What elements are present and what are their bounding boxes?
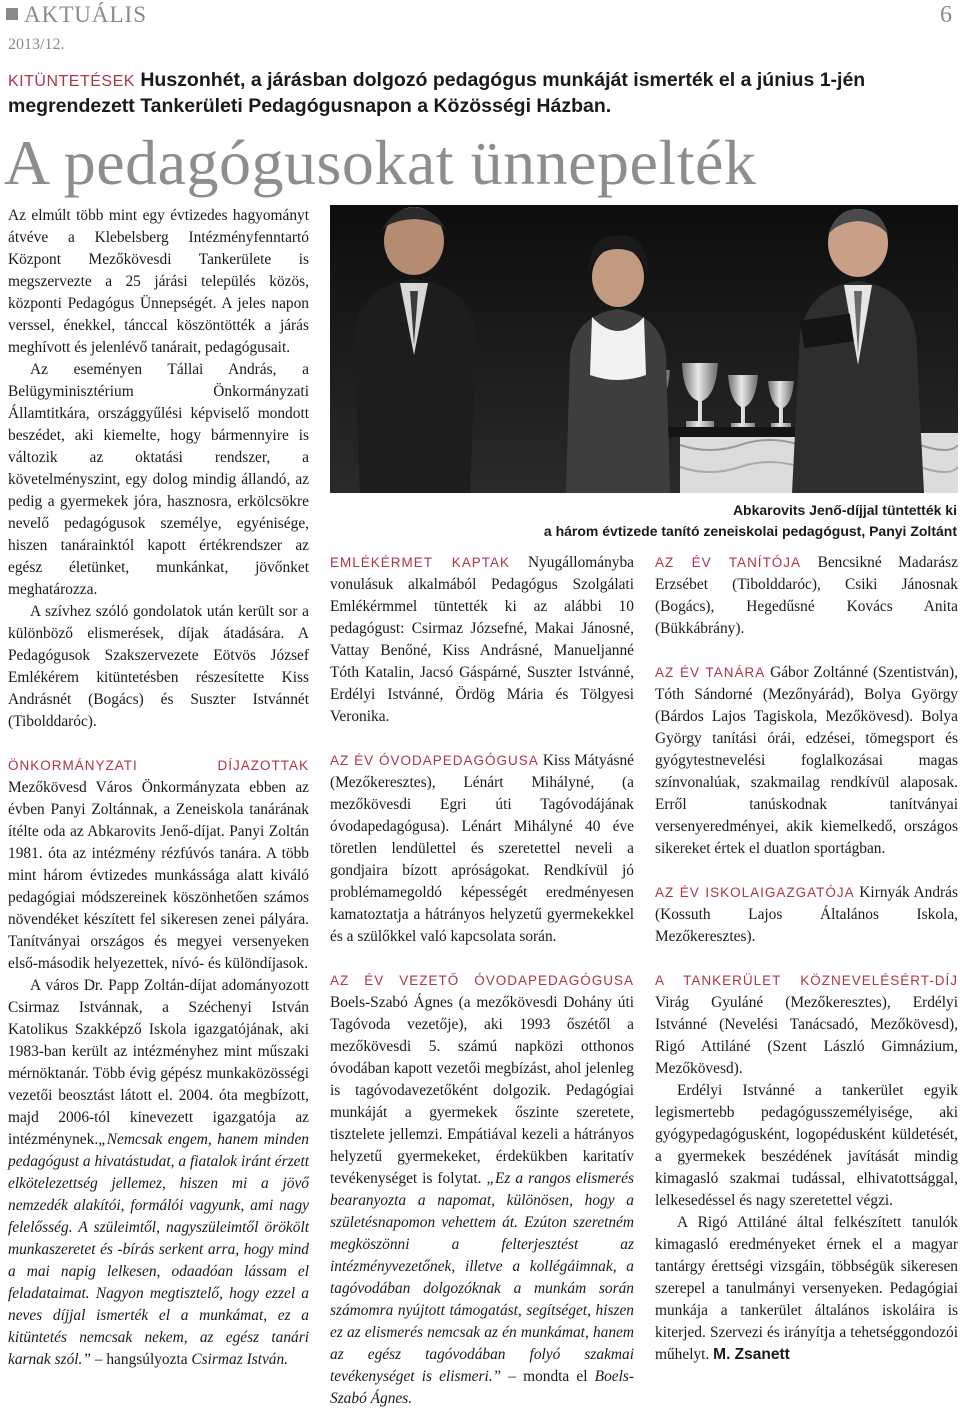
- kicker-tag: KITÜNTETÉSEK: [8, 73, 135, 90]
- paragraph: EMLÉKÉRMET KAPTAK Nyugállományba vonulásuk alkalmából Pedagógus Szolgálati Emlékérmmel tüntették ki az alábbi 10 pedagógust: Csirmaz Józsefné, Makai Jánosné, Vattay Benőné, Kiss Andrásné, Manueljanné Tóth Katalin, Jacsó Gáspárné, Suszter Istvánné, Erdélyi Istvánné, Ördög Mária és Tölgyesi Veronika.: [330, 554, 634, 725]
- paragraph: Az eseményen Tállai András, a Belügyminisztérium Önkormányzati Államtitkára, országgyűlési képviselő mondott beszédet, aki kiemelte, hogy bármennyire is változik az oktatási rendszer, a követelményszint, egy dolog mindig állandó, az pedig a gyermekek jóra, hasznosra, erkölcsökre nevelő pedagógusok személye, egyénisége, hiszen tanárainktól kapott értékrendszer az egész életünket, munkánkat, jövőnket meghatározza.: [8, 361, 309, 598]
- subheading: ÖNKORMÁNYZATI DÍJAZOTTAK: [8, 758, 309, 773]
- subheading: AZ ÉV ÓVODAPEDAGÓGUSA: [330, 753, 539, 768]
- quote-author: Boels-Szabó Ágnes.: [330, 1368, 634, 1407]
- caption-line: Abkarovits Jenő-díjjal tüntették ki: [732, 502, 957, 518]
- subheading: AZ ÉV VEZETŐ ÓVODAPEDAGÓGUSA: [330, 973, 634, 988]
- caption-line: a három évtizede tanító zeneiskolai pedagógust, Panyi Zoltánt: [543, 523, 957, 539]
- issue-date: 2013/12.: [8, 36, 65, 53]
- article-column-1: [8, 205, 309, 1371]
- quote: „Nemcsak engem, hanem minden pedagógust a hivatástudat, a fiatalok iránt érzett elkötelezettség jellemez, hiszen mi a jövő nemzedék alakítói, formálói vagyunk, ami nagy felelősség. A szüleimtől, nagyszüleimtől örökölt munkaszeretet és -bírás serkent arra, hogy mind a mai napig lelkesen, odaadóan lássam el feladataimat. Nagyon megtisztelő, hogy ezzel a neves díjjal ismerték el a munkámat, ez a kitüntetés nemcsak nekem, az egész tanári karnak szól.”: [8, 1131, 309, 1368]
- paragraph: AZ ÉV ISKOLAIGAZGATÓJA Kirnyák András (Kossuth Lajos Általános Iskola, Mezőkeresztes).: [655, 884, 958, 945]
- section-label: [6, 2, 147, 28]
- subheading: A TANKERÜLET KÖZNEVELÉSÉRT-DÍJ: [655, 973, 958, 988]
- section-title: AKTUÁLIS: [24, 2, 147, 27]
- paragraph: A szívhez szóló gondolatok után került sor a különböző elismerések, díjak átadására. A Pedagógusok Szakszervezete Eötvös József Emlékérem kitüntetésben részesítette Kiss Andrásnét (Bogács) és Suszter Istvánnét (Tibolddaróc).: [8, 603, 309, 730]
- photo-caption: [317, 500, 957, 542]
- paragraph: A város Dr. Papp Zoltán-díjat adományozott Csirmaz Istvánnak, a Széchenyi István Katolikus Szakképző Iskola igazgatójának, aki 1983-ban került az intézményhez mint műszaki mérnöktanár. Több évig gépész munkaközösségi vezetői beosztást látott el. 2004. óta megbízott, majd 2006-tól kinevezett igazgatója az intézménynek.„Nemcsak engem, hanem minden pedagógust a hivatástudat, a fiatalok iránt érzett elkötelezettség jellemez, hiszen mi a jövő nemzedék alakítói, formálói vagyunk, ami nagy felelősség. A szüleimtől, nagyszüleimtől örökölt munkaszeretet és -bírás serkent arra, hogy mind a mai napig lelkesen, odaadóan lássam el feladataimat. Nagyon megtisztelő, hogy ezzel a neves díjjal ismerték el a munkámat, ez a kitüntetés nemcsak nekem, az egész tanári karnak szól.” – hangsúlyozta Csirmaz István.: [8, 977, 309, 1368]
- author-signature: M. Zsanett: [713, 1346, 790, 1363]
- subheading: EMLÉKÉRMET KAPTAK: [330, 555, 510, 570]
- paragraph: A Rigó Attiláné által felkészített tanulók kimagasló eredményeket érnek el a magyar tantárgy érettségi vizsgáin, többségük sikeresen szerepel a tanulmányi versenyeken. Pedagógiai munkája a tankerület általános iskoláira is kiterjed. Szervezi és irányítja a tehetséggondozói műhelyt. M. Zsanett: [655, 1214, 958, 1363]
- square-bullet-icon: [6, 8, 18, 20]
- article-kicker: [8, 68, 954, 118]
- paragraph: Az elmúlt több mint egy évtizedes hagyományt átvéve a Klebelsberg Intézményfenntartó Központ Mezőkövesdi Tankerülete is megszervezte a 25 járási település közös, központi Pedagógus Ünnepségét. A jeles napon verssel, énekkel, tánccal köszöntötték a járás meghívott és jelenlévő tanárait, pedagógusait.: [8, 207, 309, 356]
- page-header: [6, 2, 956, 58]
- kicker-text: Huszonhét, a járásban dolgozó pedagógus munkáját ismerték el a június 1-jén megrendezett Tankerületi Pedagógusnapon a Közösségi Házban.: [8, 69, 866, 117]
- quote-author: Csirmaz István.: [191, 1351, 289, 1368]
- paragraph: A TANKERÜLET KÖZNEVELÉSÉRT-DÍJ Virág Gyuláné (Mezőkeresztes), Erdélyi Istvánné (Nevelési Tanácsadó, Mezőkövesd), Rigó Attiláné (Szent László Gimnázium, Mezőkövesd).: [655, 973, 958, 1077]
- subheading: AZ ÉV TANÍTÓJA: [655, 555, 802, 570]
- paragraph: ÖNKORMÁNYZATI DÍJAZOTTAK Mezőkövesd Város Önkormányzata ebben az évben Panyi Zoltánnak, a Zeneiskola tanárának ítélte oda az Abkarovits Jenő-díjat. Panyi Zoltán 1981. óta az intézmény rézfúvós tanára. A több mint három évtizedes munkássága alatt kiváló pedagógiai módszereinek köszönhetően számos növendéket készített fel sikeresen zenei pályára. Tanítványai országos és megyei versenyeken első-második helyezettek, nívó- és különdíjasok.: [8, 758, 309, 972]
- subheading: AZ ÉV ISKOLAIGAZGATÓJA: [655, 885, 855, 900]
- paragraph: AZ ÉV VEZETŐ ÓVODAPEDAGÓGUSA Boels-Szabó Ágnes (a mezőkövesdi Dohány úti Tagóvoda vezetője), aki 1993 őszétől a mezőkövesdi 5. számú napközi otthonos óvodában kapott vezetői megbízást, ahol jelenleg is tagóvodavezetőként dolgozik. Pedagógiai munkáját a gyermekek őszinte szeretete, tisztelete jellemzi. Empátiával kezeli a hátrányos helyzetű gyermekeket, érdekükben karitatív tevékenységet is folytat. „Ez a rangos elismerés bearanyozta a napomat, különösen, hogy a születésnapomon vehettem át. Ezúton szeretném megköszönni a felterjesztést az intézményvezetőnek, illetve a kollégáimnak, a tagóvodában dolgozóknak a munkám során számomra nyújtott támogatást, segítséget, hiszen ez az elismerés nemcsak az én munkámat, hanem az egész tagóvodában folyó szakmai tevékenységet is elismeri.” – mondta el Boels-Szabó Ágnes.: [330, 973, 634, 1407]
- paragraph: Erdélyi Istvánné a tankerület egyik legismertebb pedagógusszemélyisége, aki gyógypedagógusként, logopédusként küldetését, a gyermekek beszédének javítását mindig kimagasló szakmai tudással, elhivatottsággal, lelkesedéssel és nagy szeretettel végzi.: [655, 1082, 958, 1209]
- event-photo: [330, 205, 958, 493]
- subheading: AZ ÉV TANÁRA: [655, 665, 766, 680]
- quote: „Ez a rangos elismerés bearanyozta a napomat, különösen, hogy a születésnapomon vehettem át. Ezúton szeretném megköszönni a felterjesztést az intézményvezetőnek, illetve a kollégáimnak, a tagóvodában dolgozóknak a munkám során számomra nyújtott támogatást, segítséget, hiszen ez az elismerés nemcsak az én munkámat, hanem az egész tagóvodában folyó szakmai tevékenységet is elismeri.”: [330, 1170, 634, 1385]
- page-number: 6: [940, 2, 952, 28]
- paragraph: AZ ÉV TANÍTÓJA Bencsikné Madarász Erzsébet (Tibolddaróc), Csiki Jánosnak (Bogács), Hegedűsné Kovács Anita (Bükkábrány).: [655, 554, 958, 637]
- paragraph: AZ ÉV ÓVODAPEDAGÓGUSA Kiss Mátyásné (Mezőkeresztes), Lénárt Mihályné, (a mezőkövesdi Egri úti Tagóvodájának óvodapedagógusa). Lénárt Mihályné 40 éve töretlen lendülettel és szeretettel neveli a gondjaira bízott apróságokat. Rendkívül jó problémamegoldó képességét eredményesen kamatoztatja a hátrányos helyzetű gyermekekkel és a szülőkkel való kapcsolata során.: [330, 752, 635, 945]
- article-headline: A pedagógusokat ünnepelték: [4, 127, 757, 198]
- article-column-2: [330, 552, 634, 1410]
- article-column-3: [655, 552, 958, 1366]
- paragraph: AZ ÉV TANÁRA Gábor Zoltánné (Szentistván), Tóth Sándorné (Mezőnyárád), Bolya György (Bárdos Lajos Tagiskola, Mezőkövesd). Bolya György tanítási órái, edzései, tömegsport és gyógytestnevelési foglalkozásai magas színvonalúak, szakmailag rendkívül alaposak. Erről tanúskodnak tanítványai versenyeredményei, akik kiemelkedő, országos sikereket értek el duatlon sportágban.: [655, 664, 958, 857]
